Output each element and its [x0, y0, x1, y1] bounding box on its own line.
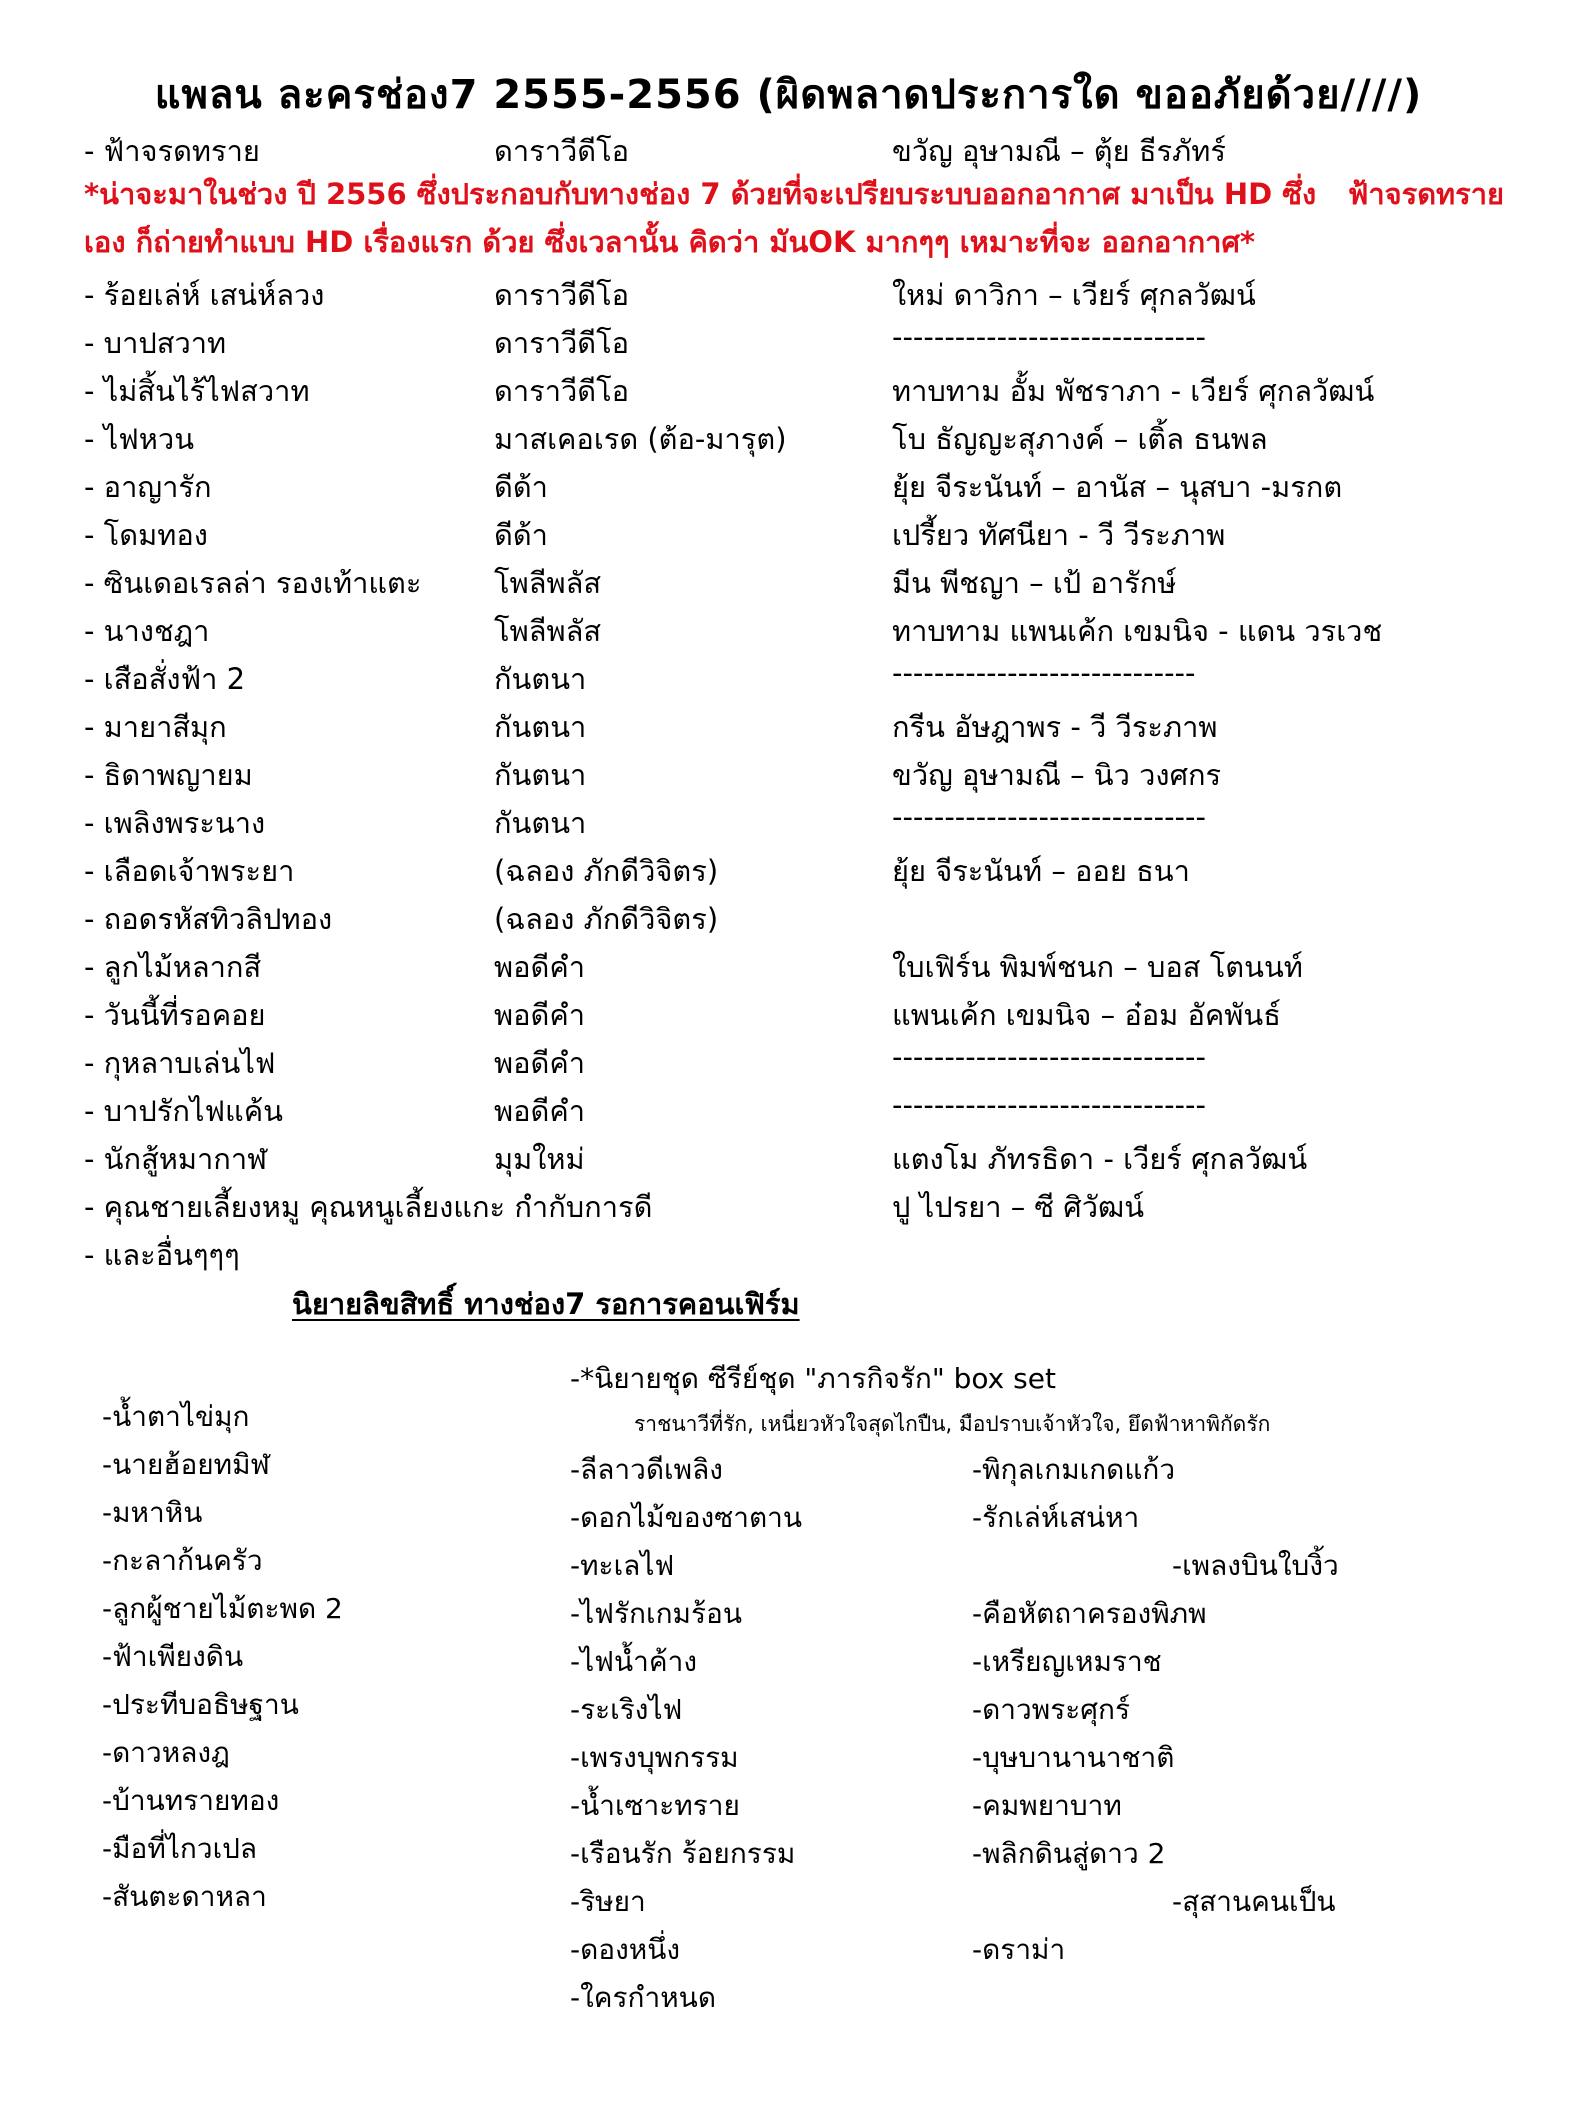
list-item: -ดราม่า [972, 1933, 1066, 1966]
drama-producer: พอดีคำ [494, 1046, 586, 1080]
list-item: -มหาหิน [102, 1496, 203, 1529]
list-item: -พลิกดินสู่ดาว 2 [972, 1837, 1166, 1870]
section-heading: นิยายลิขสิทธิ์ ทางช่อง7 รอการคอนเฟิร์ม [292, 1287, 800, 1321]
drama-producer: พอดีคำ [494, 998, 586, 1032]
list-item: -ระเริงไฟ [570, 1693, 683, 1726]
list-item: -ฟ้าเพียงดิน [102, 1640, 244, 1673]
drama-producer: ดีด้า [494, 470, 548, 504]
drama-title: - นักสู้หมากาฬ [84, 1142, 267, 1176]
drama-cast: ----------------------------- [892, 656, 1196, 690]
list-item: -ลูกผู้ชายไม้ตะพด 2 [102, 1592, 343, 1625]
drama-title: - วันนี้ที่รอคอย [84, 998, 266, 1032]
drama-cast: ปู ไปรยา – ซี ศิวัฒน์ [892, 1190, 1145, 1224]
drama-title: - ถอดรหัสทิวลิปทอง [84, 902, 333, 936]
drama-title: - และอื่นๆๆๆ [84, 1238, 240, 1272]
drama-producer: กันตนา [494, 662, 587, 696]
page-title: แพลน ละครช่อง7 2555-2556 (ผิดพลาดประการใด ขออภัยด้วย////) [154, 72, 1423, 118]
list-item: -คมพยาบาท [972, 1789, 1122, 1822]
list-item: -ใครกำหนด [570, 1981, 717, 2014]
drama-title: - อาญารัก [84, 470, 212, 504]
drama-cast: ------------------------------ [892, 1088, 1206, 1122]
drama-cast: ขวัญ อุษามณี – นิว วงศกร [892, 758, 1222, 792]
drama-producer: ดาราวีดีโอ [494, 134, 630, 168]
drama-cast: ------------------------------ [892, 1040, 1206, 1074]
red-note-line1-right: ฟ้าจรดทราย [1347, 177, 1504, 211]
boxset-subtitle: ราชนาวีที่รัก, เหนี่ยวหัวใจสุดไกปืน, มือปราบเจ้าหัวใจ, ยึดฟ้าหาพิกัดรัก [634, 1412, 1271, 1436]
drama-producer: มาสเคอเรด (ต้อ-มารุต) [494, 422, 787, 456]
drama-title: - เสือสั่งฟ้า 2 [84, 662, 246, 696]
drama-producer: มุมใหม่ [494, 1142, 585, 1176]
drama-cast: ขวัญ อุษามณี – ตุ้ย ธีรภัทร์ [892, 134, 1226, 168]
drama-producer: (ฉลอง ภักดีวิจิตร) [494, 854, 719, 888]
drama-producer: ดาราวีดีโอ [494, 278, 630, 312]
drama-title: - ไม่สิ้นไร้ไฟสวาท [84, 374, 310, 408]
drama-title: - ลูกไม้หลากสี [84, 950, 262, 984]
drama-title: - นางชฎา [84, 614, 210, 648]
drama-cast: เปรี้ยว ทัศนียา - วี วีระภาพ [892, 518, 1226, 552]
drama-title: - กุหลาบเล่นไฟ [84, 1046, 276, 1080]
list-item: -บ้านทรายทอง [102, 1784, 280, 1817]
drama-cast: ใบเฟิร์น พิมพ์ชนก – บอส โตนนท์ [892, 950, 1303, 984]
list-item: -ริษยา [570, 1885, 646, 1918]
list-item: -บุษบานานาชาติ [972, 1741, 1175, 1774]
drama-title: - ฟ้าจรดทราย [84, 134, 260, 168]
drama-cast: ------------------------------ [892, 800, 1206, 834]
list-item: -น้ำตาไข่มุก [102, 1400, 250, 1433]
list-item: -คือหัตถาครองพิภพ [972, 1597, 1207, 1630]
red-note-line1: *น่าจะมาในช่วง ปี 2556 ซึ่งประกอบกับทางช่อง 7 ด้วยที่จะเปรียบระบบออกอากาศ มาเป็น HD ซึ่ง [84, 177, 1317, 211]
drama-producer: โพลีพลัส [494, 614, 602, 648]
drama-title: - คุณชายเลี้ยงหมู คุณหนูเลี้ยงแกะ กำกับการดี [84, 1190, 653, 1224]
list-item: -นายฮ้อยทมิฬ [102, 1448, 270, 1481]
red-note-line2: เอง ก็ถ่ายทำแบบ HD เรื่องแรก ด้วย ซึ่งเวลานั้น คิดว่า มันOK มากๆๆ เหมาะที่จะ ออกอากาศ* [84, 225, 1256, 259]
list-item: -มือที่ไกวเปล [102, 1832, 258, 1865]
drama-producer: กันตนา [494, 710, 587, 744]
list-item: -เพรงบุพกรรม [570, 1741, 739, 1774]
drama-title: - บาปรักไฟแค้น [84, 1094, 283, 1128]
list-item: -สันตะดาหลา [102, 1880, 267, 1913]
list-item: -พิกุลเกมเกดแก้ว [972, 1453, 1176, 1486]
drama-title: - เลือดเจ้าพระยา [84, 854, 295, 888]
drama-cast: ใหม่ ดาวิกา – เวียร์ ศุกลวัฒน์ [892, 278, 1256, 312]
drama-title: - ร้อยเล่ห์ เสน่ห์ลวง [84, 278, 325, 312]
list-item: -ดอกไม้ของซาตาน [570, 1501, 802, 1534]
drama-producer: โพลีพลัส [494, 566, 602, 600]
drama-producer: กันตนา [494, 758, 587, 792]
drama-cast: โบ ธัญญะสุภางค์ – เติ้ล ธนพล [892, 422, 1268, 456]
drama-cast: ยุ้ย จีระนันท์ – ออย ธนา [892, 854, 1190, 888]
drama-title: - โดมทอง [84, 518, 208, 552]
drama-cast: กรีน อัษฎาพร - วี วีระภาพ [892, 710, 1218, 744]
drama-producer: พอดีคำ [494, 1094, 586, 1128]
drama-title: - บาปสวาท [84, 326, 227, 360]
drama-title: - มายาสีมุก [84, 710, 227, 744]
drama-producer: ดีด้า [494, 518, 548, 552]
list-item: -เหรียญเหมราช [972, 1645, 1162, 1678]
drama-producer: กันตนา [494, 806, 587, 840]
drama-title: - ซินเดอเรลล่า รองเท้าแตะ [84, 566, 422, 600]
list-item: -น้ำเซาะทราย [570, 1789, 740, 1822]
red-note [84, 170, 1504, 266]
list-item: -ลีลาวดีเพลิง [570, 1453, 723, 1486]
list-item: -สุสานคนเป็น [1172, 1885, 1336, 1918]
list-item: -รักเล่ห์เสน่หา [972, 1501, 1140, 1534]
list-item: -ไฟน้ำค้าง [570, 1645, 697, 1678]
drama-cast: ทาบทาม อั้ม พัชราภา - เวียร์ ศุกลวัฒน์ [892, 374, 1375, 408]
list-item: -ประทีบอธิษฐาน [102, 1688, 299, 1721]
list-item: -ดองหนึ่ง [570, 1933, 681, 1966]
list-item: -เรือนรัก ร้อยกรรม [570, 1837, 796, 1870]
drama-title: - ไฟหวน [84, 422, 195, 456]
drama-producer: (ฉลอง ภักดีวิจิตร) [494, 902, 719, 936]
drama-cast: ------------------------------ [892, 320, 1206, 354]
boxset-title: -*นิยายชุด ซีรีย์ชุด "ภารกิจรัก" box set [570, 1362, 1056, 1395]
drama-producer: พอดีคำ [494, 950, 586, 984]
drama-cast: มีน พีชญา – เป้ อารักษ์ [892, 566, 1177, 600]
list-item: -กะลาก้นครัว [102, 1544, 263, 1577]
list-item: -ดาวหลงฎ [102, 1736, 230, 1769]
list-item: -ทะเลไฟ [570, 1549, 675, 1582]
list-item: -ไฟรักเกมร้อน [570, 1597, 742, 1630]
drama-title: - เพลิงพระนาง [84, 806, 266, 840]
drama-cast: แตงโม ภัทรธิดา - เวียร์ ศุกลวัฒน์ [892, 1142, 1308, 1176]
list-item: -ดาวพระศุกร์ [972, 1693, 1131, 1726]
drama-cast: ทาบทาม แพนเค้ก เขมนิจ - แดน วรเวช [892, 614, 1383, 648]
drama-producer: ดาราวีดีโอ [494, 326, 630, 360]
list-item: -เพลงบินใบงิ้ว [1172, 1549, 1339, 1582]
drama-producer: ดาราวีดีโอ [494, 374, 630, 408]
drama-cast: แพนเค้ก เขมนิจ – อ๋อม อัคพันธ์ [892, 998, 1281, 1032]
drama-cast: ยุ้ย จีระนันท์ – อานัส – นุสบา -มรกต [892, 470, 1343, 504]
drama-title: - ธิดาพญายม [84, 758, 253, 792]
